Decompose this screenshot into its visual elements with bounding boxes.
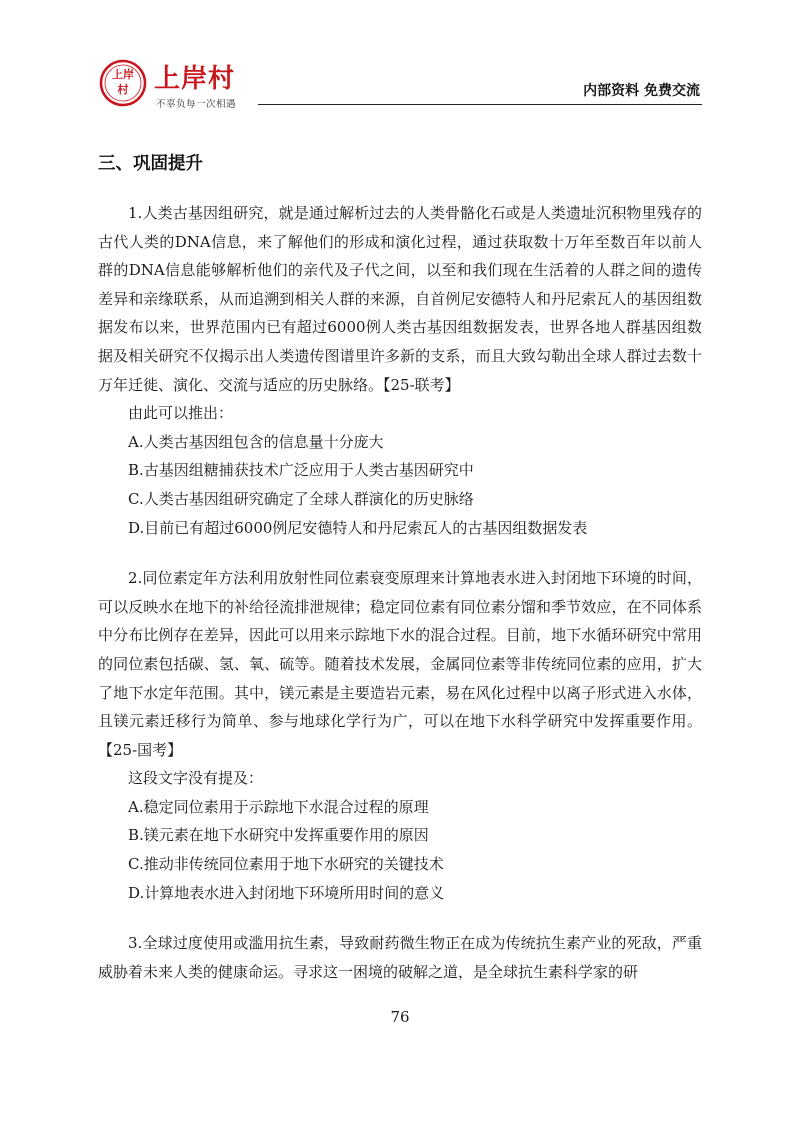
question-prompt: 由此可以推出： [128, 404, 234, 423]
section-title: 三、巩固提升 [98, 154, 203, 174]
svg-text:村: 村 [117, 83, 129, 96]
page-header [0, 0, 800, 120]
page-content [98, 150, 702, 1008]
question-stem: 2.同位素定年方法利用放射性同位素衰变原理来计算地表水进入封闭地下环境的时间，可以反映水在地下的补给径流排泄规律；稳定同位素有同位素分馏和季节效应，在不同体系中分布比例存在差异，因此可以用来示踪地下水的混合过程。目前，地下水循环研究中常用的同位素包括碳、氢、氧、硫等。随着技术发展，金属同位素等非传统同位素的应用，扩大了地下水定年范围。其中，镁元素是主要造岩元素，易在风化过程中以离子形式进入水体，且镁元素迁移行为简单、参与地球化学行为广，可以在地下水科学研究中发挥重要作用。【25-国考】 [98, 569, 702, 759]
question-2 [98, 564, 702, 907]
option-b: B.古基因组糖捕获技术广泛应用于人类古基因研究中 [128, 461, 474, 480]
brand-logo [98, 58, 258, 118]
option-a: A.稳定同位素用于示踪地下水混合过程的原理 [128, 797, 429, 816]
page-number: 76 [390, 1008, 410, 1026]
question-3 [98, 929, 702, 986]
brand-slogan: 不辜负每一次相遇 [156, 99, 237, 110]
header-divider [258, 104, 702, 105]
svg-text:上岸: 上岸 [112, 68, 134, 81]
option-c: C.人类古基因组研究确定了全球人群演化的历史脉络 [128, 489, 474, 508]
question-prompt: 这段文字没有提及： [128, 769, 264, 788]
option-d: D.计算地表水进入封闭地下环境所用时间的意义 [128, 883, 445, 902]
option-c: C.推动非传统同位素用于地下水研究的关键技术 [128, 855, 444, 874]
option-b: B.镁元素在地下水研究中发挥重要作用的原因 [128, 826, 429, 845]
brand-name: 上岸村 [154, 64, 236, 94]
option-a: A.人类古基因组包含的信息量十分庞大 [128, 432, 384, 451]
seal-icon [98, 58, 148, 108]
header-note: 内部资料 免费交流 [583, 83, 700, 99]
question-stem: 3.全球过度使用或滥用抗生素，导致耐药微生物正在成为传统抗生素产业的死敌，严重威胁着未来人类的健康命运。寻求这一困境的破解之道，是全球抗生素科学家的研 [98, 934, 702, 981]
option-d: D.目前已有超过6000例尼安德特人和丹尼索瓦人的古基因组数据发表 [128, 518, 588, 537]
question-stem: 1.人类古基因组研究，就是通过解析过去的人类骨骼化石或是人类遗址沉积物里残存的古代人类的DNA信息，来了解他们的形成和演化过程，通过获取数十万年至数百年以前人群的DNA信息能够解析他们的亲代及子代之间，以至和我们现在生活着的人群之间的遗传差异和亲缘联系，从而追溯到相关人群的来源，自首例尼安德特人和丹尼索瓦人的基因组数据发布以来，世界范围内已有超过6000例人类古基因组数据发表，世界各地人群基因组数据及相关研究不仅揭示出人类遗传图谱里许多新的支系，而且大致勾勒出全球人群过去数十万年迁徙、演化、交流与适应的历史脉络。【25-联考】 [98, 204, 702, 394]
question-1 [98, 199, 702, 542]
